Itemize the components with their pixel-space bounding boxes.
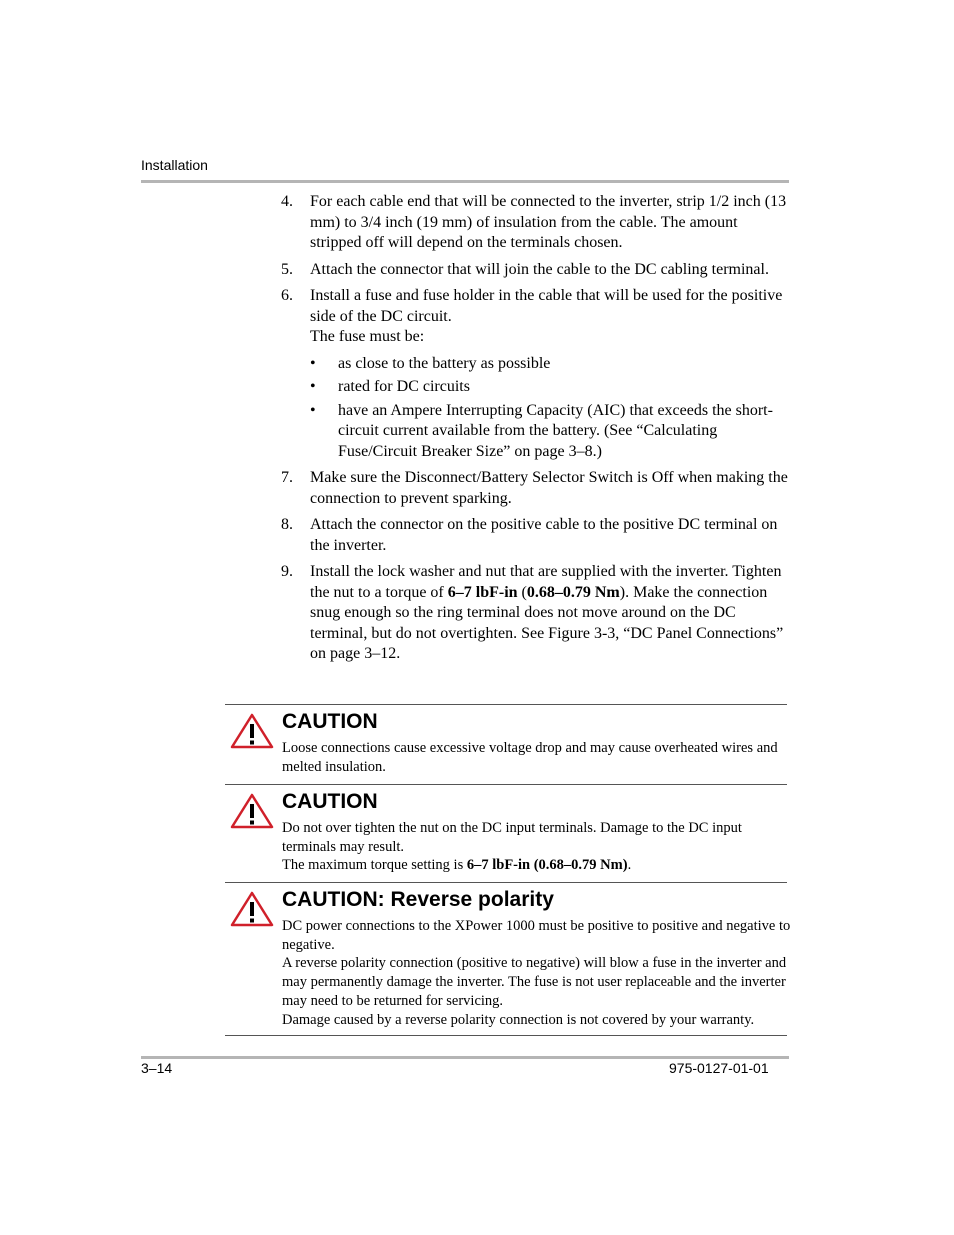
running-header: Installation [141, 157, 208, 173]
procedure-steps [281, 192, 791, 671]
caution-bottom-rule [225, 1035, 787, 1036]
list-item [310, 354, 791, 375]
list-item-text: rated for DC circuits [338, 378, 470, 395]
step-4 [281, 192, 791, 254]
caution-text: Damage caused by a reverse polarity connection is not covered by your warranty. [282, 1011, 755, 1028]
caution-text: Do not over tighten the nut on the DC input terminals. Damage to the DC input terminals may result. [282, 820, 742, 855]
bullet-icon: • [310, 378, 316, 395]
caution-box-over-tighten [225, 784, 787, 883]
caution-box-reverse-polarity [225, 882, 791, 1036]
step-9 [281, 562, 791, 665]
step-7 [281, 468, 791, 509]
warning-triangle-icon [230, 793, 274, 829]
page-number: 3–14 [141, 1060, 173, 1076]
step-text: Attach the connector that will join the cable to the DC cabling terminal. [310, 260, 769, 278]
step-text-part: ( [517, 583, 527, 601]
step-6 [281, 286, 791, 462]
list-item-text: as close to the battery as possible [338, 354, 551, 372]
torque-imperial: 6–7 lbF-in [447, 583, 518, 601]
step-5 [281, 260, 791, 281]
caution-box-loose-connections [225, 704, 787, 785]
list-item [310, 401, 791, 463]
bullet-icon: • [310, 401, 316, 419]
step-text-part: ). Make the connection snug enough so the ring terminal does not move around on the DC terminal, but do not overtighten. See Figure 3-3, “DC Panel Connections” on page 3–12. [310, 583, 784, 662]
warning-triangle-icon [230, 713, 274, 749]
step-number: 6. [281, 287, 293, 304]
document-number: 975-0127-01-01 [669, 1060, 769, 1076]
step-subtext: The fuse must be: [310, 328, 425, 345]
caution-title: CAUTION [282, 710, 378, 733]
bullet-icon: • [310, 354, 316, 372]
step-number: 9. [281, 563, 293, 580]
step-number: 4. [281, 193, 293, 210]
step-number: 7. [281, 469, 293, 486]
warning-triangle-icon [230, 891, 274, 927]
step-text: Attach the connector on the positive cable to the positive DC terminal on the inverter. [310, 516, 778, 554]
caution-title: CAUTION: Reverse polarity [282, 888, 554, 911]
caution-text: DC power connections to the XPower 1000 must be positive to positive and negative to negative. [282, 918, 791, 953]
step-number: 8. [281, 516, 293, 533]
caution-text-part: . [627, 857, 632, 874]
caution-body [282, 917, 792, 1029]
list-item-text: have an Ampere Interrupting Capacity (AIC) that exceeds the short-circuit current available from the battery. (See “Calculating Fuse/Circuit Breaker Size” on page 3–8.) [338, 401, 773, 460]
caution-text-part: The maximum torque setting is [282, 857, 467, 874]
torque-metric: 0.68–0.79 Nm [526, 583, 620, 601]
caution-text [282, 856, 792, 875]
footer-rule [141, 1056, 789, 1059]
step-text [310, 563, 783, 662]
fuse-requirements-list [310, 354, 791, 463]
max-torque-value: 6–7 lbF-in (0.68–0.79 Nm) [466, 857, 628, 874]
caution-body: Loose connections cause excessive voltage drop and may cause overheated wires and melted insulation. [282, 740, 778, 775]
caution-text: A reverse polarity connection (positive to negative) will blow a fuse in the inverter and may permanently damage the inverter. The fuse is not user replaceable and the inverter may need to be returned for servicing. [282, 955, 787, 1009]
caution-title: CAUTION [282, 790, 378, 813]
step-text: For each cable end that will be connected to the inverter, strip 1/2 inch (13 mm) to 3/4 inch (19 mm) of insulation from the cable. The amount stripped off will depend on the terminals chosen. [310, 193, 787, 251]
list-item [310, 377, 791, 398]
step-8 [281, 515, 791, 556]
header-rule [141, 180, 789, 183]
step-text: Make sure the Disconnect/Battery Selector Switch is Off when making the connection to prevent sparking. [310, 469, 788, 507]
step-text: Install a fuse and fuse holder in the cable that will be used for the positive side of the DC circuit. [310, 287, 783, 325]
caution-body [282, 819, 792, 875]
step-text-part: Install the lock washer and nut that are supplied with the inverter. Tighten the nut to a torque of [310, 563, 782, 601]
step-number: 5. [281, 260, 293, 278]
